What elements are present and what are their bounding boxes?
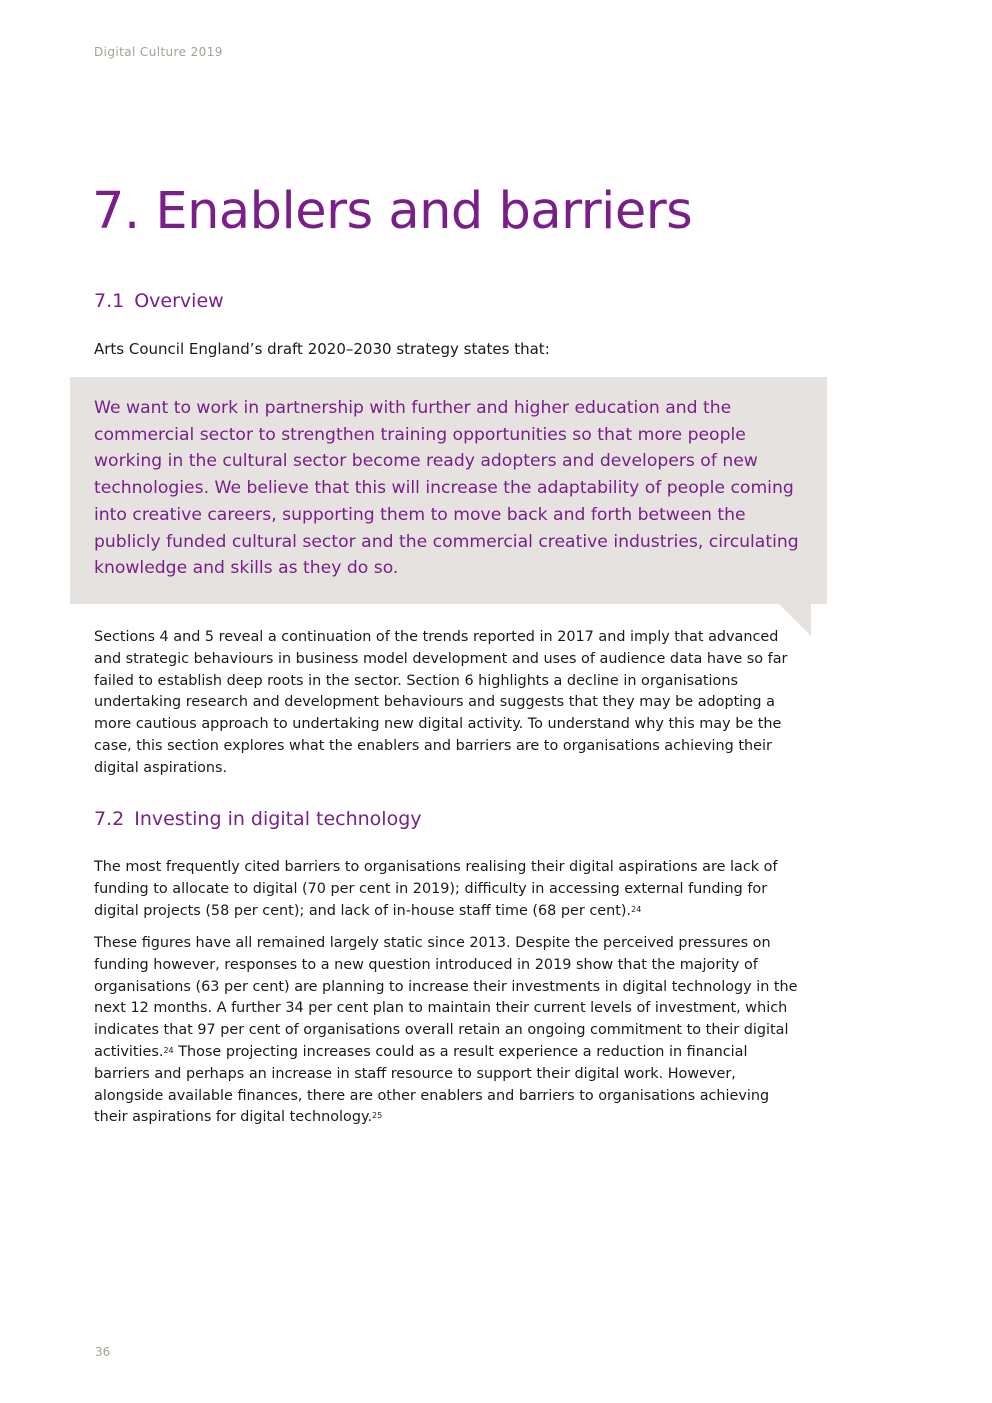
footnote-ref[interactable]: 24 <box>163 1045 174 1055</box>
pull-quote <box>70 377 827 604</box>
strategy-intro: Arts Council England’s draft 2020–2030 strategy states that: <box>94 340 550 358</box>
overview-paragraph: Sections 4 and 5 reveal a continuation of the trends reported in 2017 and imply that advanced and strategic behaviours in business model development and uses of audience data have so far failed to establish deep roots in the sector. Section 6 highlights a decline in organisations undertaking research and development behaviours and suggests that they may be adopting a more cautious approach to undertaking new digital activity. To understand why this may be the case, this section explores what the enablers and barriers are to organisations achieving their digital aspirations. <box>94 629 788 776</box>
section-heading-overview <box>94 290 224 312</box>
section-heading-investing <box>94 808 422 830</box>
chapter-title: 7. Enablers and barriers <box>92 182 693 241</box>
footnote-ref[interactable]: 25 <box>372 1111 383 1121</box>
investing-paragraph-1 <box>94 857 806 922</box>
section-number: 7.1 <box>94 290 125 312</box>
footnote-ref[interactable]: 24 <box>631 904 642 914</box>
paragraph-text: The most frequently cited barriers to organisations realising their digital aspirations are lack of funding to allocate to digital (70 per cent in 2019); difficulty in accessing external funding for digital projects (58 per cent); and lack of in-house staff time (68 per cent). <box>94 859 778 919</box>
paragraph-text: Those projecting increases could as a result experience a reduction in financial barriers and perhaps an increase in staff resource to support their digital work. However, alongside available finances, there are other enablers and barriers to organisations achieving their aspirations for digital technology. <box>94 1043 770 1126</box>
pull-quote-text: We want to work in partnership with further and higher education and the commercial sector to strengthen training opportunities so that more people working in the cultural sector become ready adopters and developers of new technologies. We believe that this will increase the adaptability of people coming into creative careers, supporting them to move back and forth between the publicly funded cultural sector and the commercial creative industries, circulating knowledge and skills as they do so. <box>94 398 799 579</box>
running-header: Digital Culture 2019 <box>94 45 223 59</box>
section-number: 7.2 <box>94 808 125 830</box>
page-number: 36 <box>95 1345 111 1359</box>
paragraph-text: These figures have all remained largely static since 2013. Despite the perceived pressures on funding however, responses to a new question introduced in 2019 show that the majority of organisations (63 per cent) are planning to increase their investments in digital technology in the next 12 months. A further 34 per cent plan to maintain their current levels of investment, which indicates that 97 per cent of organisations overall retain an ongoing commitment to their digital activities. <box>94 935 798 1060</box>
section-title: Investing in digital technology <box>134 808 422 830</box>
section-title: Overview <box>134 290 224 312</box>
investing-paragraph-2 <box>94 933 806 1129</box>
